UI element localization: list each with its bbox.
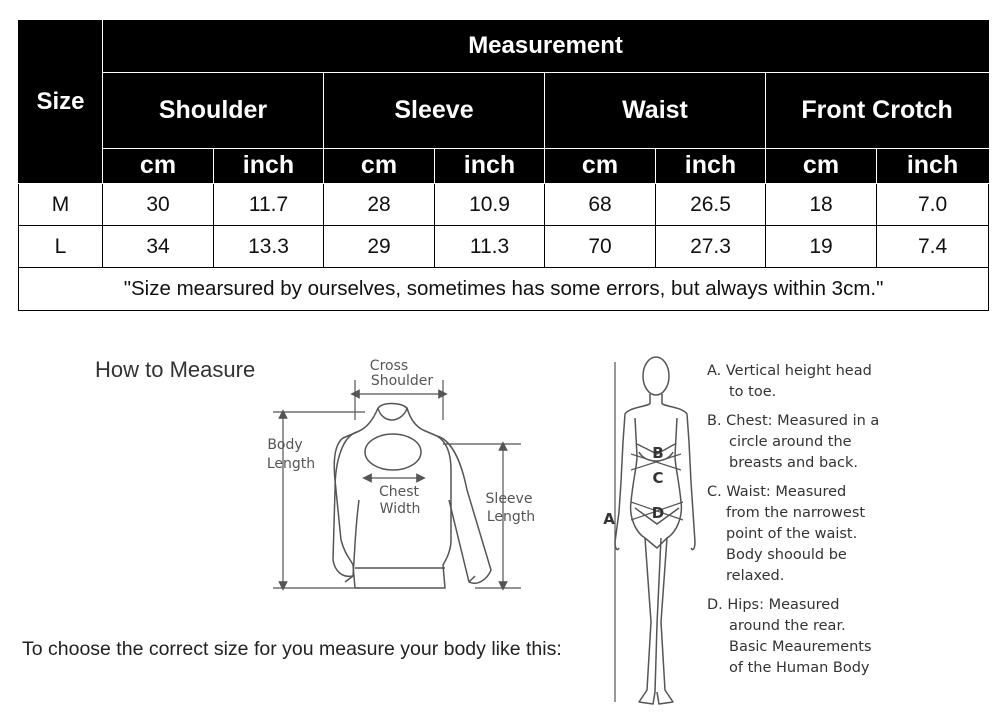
- legend-text: point of the waist.: [726, 526, 858, 542]
- legend-item-c: [707, 482, 997, 587]
- cross-shoulder-label: Shoulder: [370, 373, 434, 389]
- size-header: Size: [19, 21, 103, 184]
- body-figure-diagram: [595, 352, 705, 726]
- unit-cm-header: cm: [324, 148, 435, 183]
- unit-inch-header: inch: [214, 148, 324, 183]
- measurement-legend: [707, 361, 997, 687]
- legend-text: Basic Meaurements: [729, 639, 872, 655]
- value-cell: 18: [766, 184, 877, 226]
- legend-text: breasts and back.: [729, 455, 859, 471]
- cross-shoulder-label: Cross: [369, 358, 409, 374]
- legend-text: D. Hips: Measured: [707, 597, 840, 613]
- legend-text: relaxed.: [726, 568, 785, 584]
- legend-text: around the rear.: [729, 618, 846, 634]
- size-chart-table: [18, 20, 989, 311]
- front-crotch-header: Front Crotch: [766, 72, 989, 148]
- shoulder-header: Shoulder: [103, 72, 324, 148]
- legend-text: C. Waist: Measured: [707, 484, 847, 500]
- how-to-measure-title: How to Measure: [95, 357, 256, 382]
- marker-d: D: [651, 504, 665, 522]
- value-cell: 26.5: [656, 184, 766, 226]
- value-cell: 7.4: [877, 226, 989, 268]
- measurement-header: Measurement: [103, 21, 989, 73]
- value-cell: 19: [766, 226, 877, 268]
- body-length-label: Length: [266, 456, 316, 472]
- size-cell: L: [19, 226, 103, 268]
- legend-text: of the Human Body: [729, 660, 870, 676]
- value-cell: 30: [103, 184, 214, 226]
- sleeve-length-label: Sleeve: [485, 491, 533, 507]
- unit-cm-header: cm: [545, 148, 656, 183]
- value-cell: 11.3: [435, 226, 545, 268]
- marker-b: B: [652, 444, 664, 462]
- value-cell: 28: [324, 184, 435, 226]
- legend-text: A. Vertical height head: [707, 363, 872, 379]
- legend-item-a: [707, 361, 997, 403]
- legend-text: Body shoould be: [726, 547, 847, 563]
- choose-size-instruction: To choose the correct size for you measure your body like this:: [22, 638, 562, 660]
- body-length-label: Body: [267, 437, 303, 453]
- value-cell: 34: [103, 226, 214, 268]
- legend-item-d: [707, 595, 997, 679]
- value-cell: 27.3: [656, 226, 766, 268]
- value-cell: 11.7: [214, 184, 324, 226]
- unit-inch-header: inch: [877, 148, 989, 183]
- measurement-note: "Size mearsured by ourselves, sometimes has some errors, but always within 3cm.": [19, 268, 989, 311]
- value-cell: 10.9: [435, 184, 545, 226]
- sweater-diagram: [255, 350, 555, 605]
- chest-width-label: Width: [379, 501, 421, 517]
- value-cell: 70: [545, 226, 656, 268]
- sleeve-length-label: Length: [486, 509, 536, 525]
- marker-a: A: [603, 510, 615, 528]
- waist-header: Waist: [545, 72, 766, 148]
- legend-text: B. Chest: Measured in a: [707, 413, 880, 429]
- unit-inch-header: inch: [435, 148, 545, 183]
- marker-c: C: [652, 469, 664, 487]
- chest-width-label: Chest: [378, 484, 420, 500]
- legend-text: from the narrowest: [726, 505, 866, 521]
- value-cell: 29: [324, 226, 435, 268]
- unit-cm-header: cm: [766, 148, 877, 183]
- size-cell: M: [19, 184, 103, 226]
- value-cell: 7.0: [877, 184, 989, 226]
- unit-inch-header: inch: [656, 148, 766, 183]
- unit-cm-header: cm: [103, 148, 214, 183]
- legend-text: to toe.: [729, 384, 777, 400]
- human-body-icon: [615, 357, 695, 704]
- value-cell: 68: [545, 184, 656, 226]
- legend-item-b: [707, 411, 997, 474]
- legend-text: circle around the: [729, 434, 852, 450]
- value-cell: 13.3: [214, 226, 324, 268]
- table-row: [19, 226, 989, 268]
- sleeve-header: Sleeve: [324, 72, 545, 148]
- table-row: [19, 184, 989, 226]
